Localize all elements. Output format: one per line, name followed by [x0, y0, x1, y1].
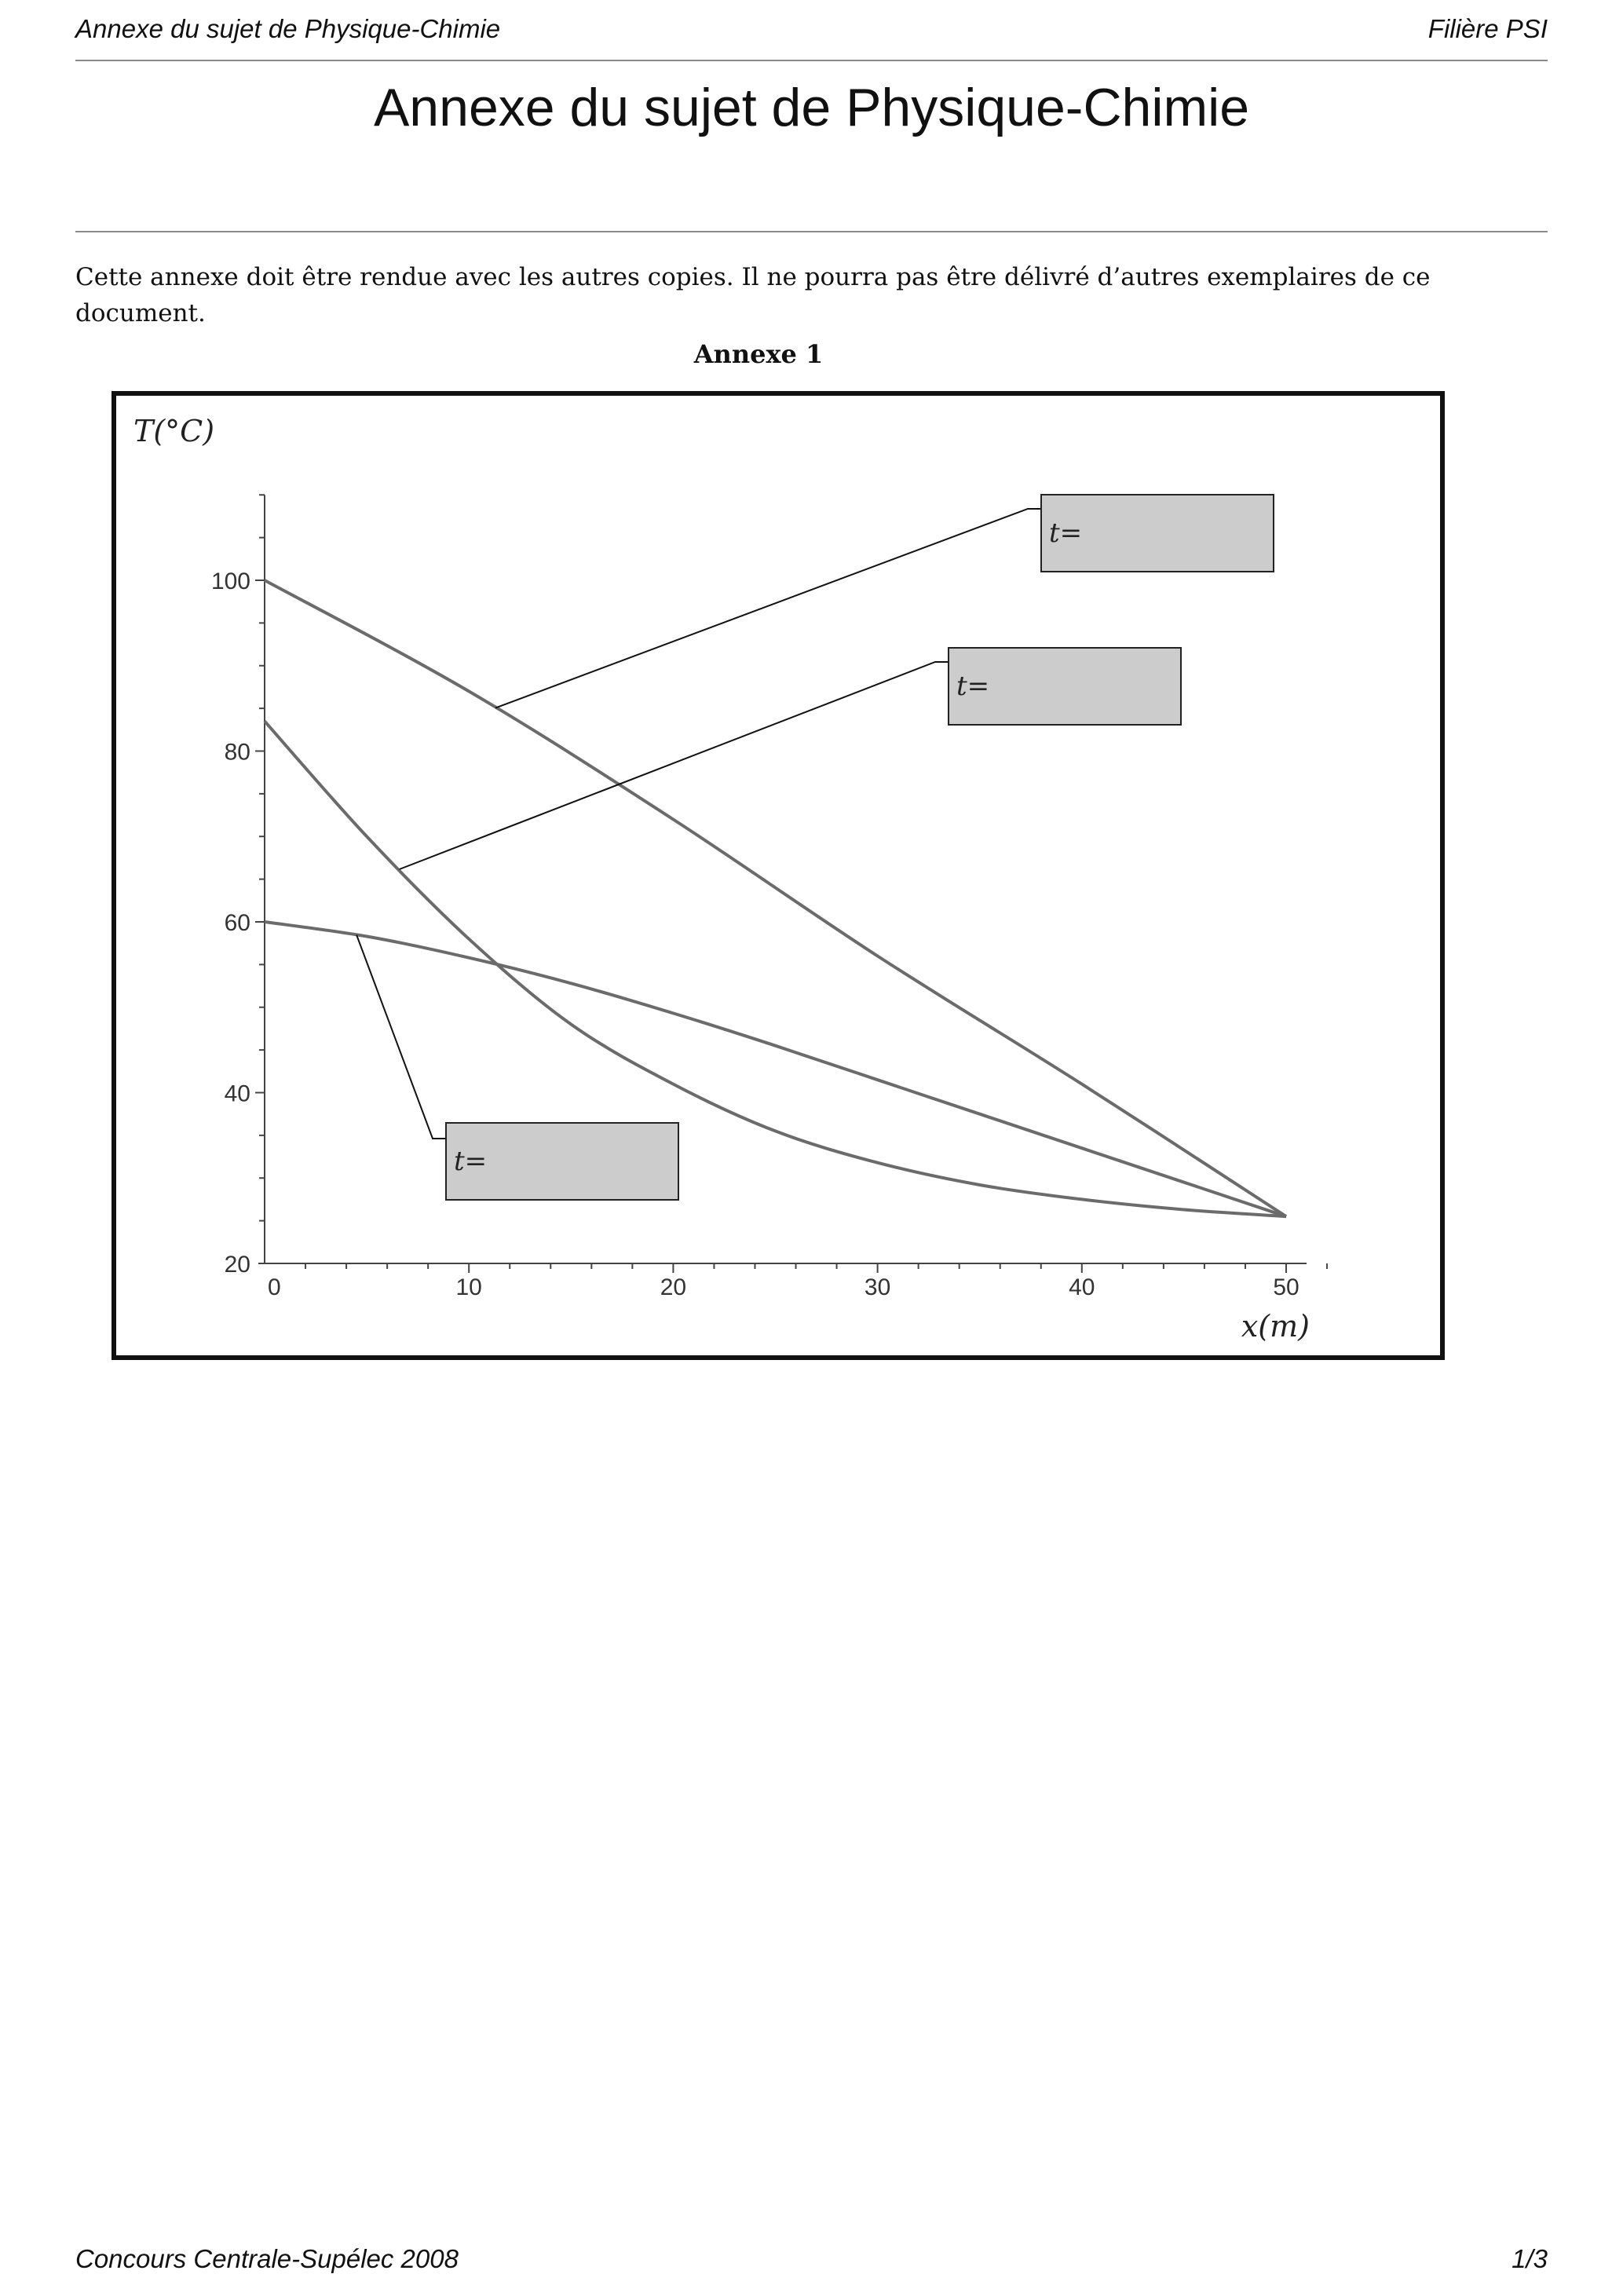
intro-paragraph: Cette annexe doit être rendue avec les autres copies. Il ne pourra pas être délivré d’autres exemplaires de ce document.: [75, 263, 1431, 327]
temperature-curve-3: [265, 922, 1286, 1216]
title-divider: [75, 231, 1548, 232]
x-tick-label: 40: [1069, 1274, 1095, 1300]
figure-frame: [111, 391, 1445, 1360]
y-tick-label: 60: [224, 910, 250, 936]
y-tick-label: 80: [224, 739, 250, 766]
temperature-chart: [116, 396, 1440, 1355]
header-subject: Annexe du sujet de Physique-Chimie: [75, 14, 501, 43]
footer-page-number: 1/3: [1512, 2244, 1548, 2273]
temperature-curve-2: [265, 721, 1286, 1216]
page-title: Annexe du sujet de Physique-Chimie: [373, 78, 1250, 137]
time-label-text-2: t=: [956, 671, 990, 702]
x-tick-label: 10: [455, 1274, 482, 1300]
y-tick-label: 100: [210, 569, 250, 594]
y-tick-label: 20: [224, 1252, 250, 1278]
x-tick-label: 30: [864, 1274, 891, 1300]
x-axis-title: x(m): [1241, 1309, 1310, 1344]
x-tick-label: 20: [660, 1274, 687, 1300]
leader-line-2: [400, 662, 949, 869]
y-tick-label: 40: [224, 1080, 250, 1107]
time-label-text-3: t=: [454, 1146, 488, 1177]
y-axis-title: T(°C): [133, 414, 215, 448]
x-tick-label: 50: [1273, 1274, 1299, 1300]
x-tick-label: 0: [268, 1274, 281, 1300]
header-track: Filière PSI: [1427, 14, 1548, 43]
footer-contest: Concours Centrale-Supélec 2008: [75, 2244, 459, 2273]
running-header: [75, 14, 1548, 61]
annex-heading: Annexe 1: [693, 339, 824, 369]
leader-line-3: [356, 935, 446, 1139]
time-label-text-1: t=: [1049, 517, 1083, 549]
